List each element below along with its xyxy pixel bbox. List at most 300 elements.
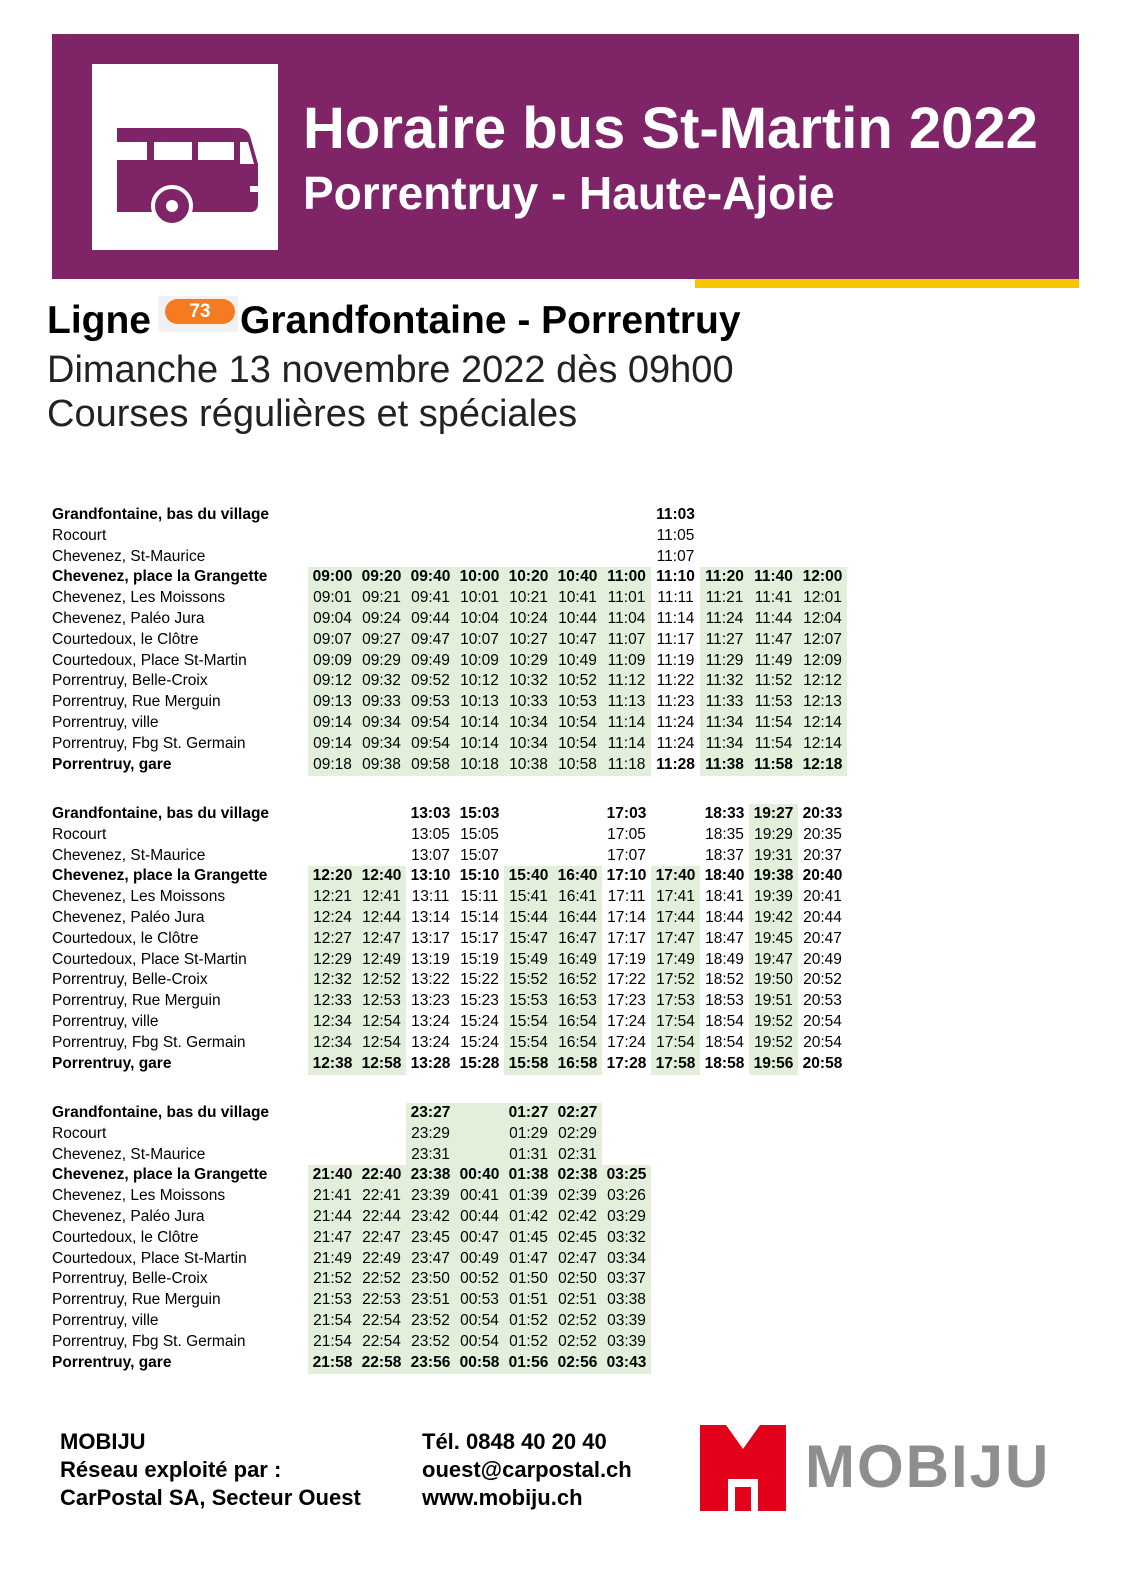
- departure-time: 09:14: [308, 734, 357, 755]
- stop-name: Porrentruy, Belle-Croix: [52, 672, 208, 690]
- departure-time: 15:47: [504, 929, 553, 950]
- departure-time: 10:49: [553, 651, 602, 672]
- departure-time: 11:58: [749, 755, 798, 776]
- timetable-row: [52, 804, 847, 825]
- departure-time: 03:39: [602, 1332, 651, 1353]
- departure-time: 02:52: [553, 1311, 602, 1332]
- timetable-row: [52, 1103, 847, 1124]
- departure-time: 01:38: [504, 1165, 553, 1186]
- departure-time: 11:00: [602, 567, 651, 588]
- departure-time: 17:54: [651, 1012, 700, 1033]
- departure-time: 17:52: [651, 970, 700, 991]
- departure-time: 21:58: [308, 1353, 357, 1374]
- departure-time: 11:24: [700, 609, 749, 630]
- departure-time: 20:47: [803, 929, 842, 947]
- departure-time: 01:47: [504, 1249, 553, 1270]
- departure-time: 16:54: [553, 1012, 602, 1033]
- departure-time: 15:14: [460, 909, 499, 926]
- departure-time: 22:41: [357, 1186, 406, 1207]
- departure-time: 09:18: [308, 755, 357, 776]
- departure-time: 18:58: [704, 1054, 745, 1072]
- mobiju-logo-text: MOBIJU: [805, 1433, 1051, 1500]
- departure-time: 11:41: [749, 588, 798, 609]
- accent-bar: [695, 279, 1079, 288]
- schedule-note: Courses régulières et spéciales: [47, 393, 578, 435]
- timetable-row: [52, 755, 847, 776]
- departure-time: 11:20: [700, 567, 749, 588]
- line-badge: [158, 296, 238, 332]
- departure-time: 19:52: [749, 1033, 798, 1054]
- departure-time: [651, 846, 700, 867]
- departure-time: 09:38: [357, 755, 406, 776]
- departure-time: 00:41: [455, 1186, 504, 1207]
- departure-time: 22:54: [357, 1311, 406, 1332]
- departure-time: 20:53: [803, 992, 842, 1010]
- departure-time: 23:29: [406, 1124, 455, 1145]
- departure-time: 11:19: [656, 651, 695, 669]
- departure-time: 21:54: [308, 1311, 357, 1332]
- departure-time: 00:54: [455, 1332, 504, 1353]
- departure-time: 12:47: [357, 929, 406, 950]
- departure-time: 09:58: [406, 755, 455, 776]
- departure-time: [798, 505, 847, 526]
- departure-time: [553, 547, 602, 568]
- timetable-row: [52, 970, 847, 991]
- departure-time: 10:54: [553, 734, 602, 755]
- departure-time: 10:04: [455, 609, 504, 630]
- departure-time: 15:11: [460, 888, 499, 906]
- departure-time: 10:12: [455, 671, 504, 692]
- stop-name: Courtedoux, le Clôtre: [52, 630, 199, 648]
- departure-time: [357, 1103, 406, 1124]
- stop-name: Courtedoux, Place St-Martin: [52, 651, 247, 669]
- departure-time: 10:14: [455, 713, 504, 734]
- departure-time: 17:07: [607, 846, 646, 864]
- stop-name: Courtedoux, Place St-Martin: [52, 1249, 247, 1267]
- departure-time: 02:47: [553, 1249, 602, 1270]
- stop-name: Courtedoux, le Clôtre: [52, 1228, 199, 1246]
- departure-time: 17:17: [607, 929, 646, 947]
- departure-time: 17:11: [607, 888, 646, 906]
- departure-time: 09:24: [357, 609, 406, 630]
- departure-time: 17:58: [651, 1054, 700, 1075]
- departure-time: 15:05: [460, 825, 499, 843]
- departure-time: 11:49: [749, 651, 798, 672]
- departure-time: 23:42: [406, 1207, 455, 1228]
- stop-name: Porrentruy, Fbg St. Germain: [52, 1033, 246, 1051]
- departure-time: 01:29: [504, 1124, 553, 1145]
- timetable-row: [52, 950, 847, 971]
- departure-time: 12:09: [798, 651, 847, 672]
- departure-time: 21:40: [308, 1165, 357, 1186]
- stop-name: Chevenez, St-Maurice: [52, 547, 206, 565]
- departure-time: 20:49: [803, 950, 842, 968]
- operator-network-label: Réseau exploité par :: [60, 1457, 282, 1482]
- departure-time: 12:00: [798, 567, 847, 588]
- departure-time: 18:41: [705, 888, 744, 906]
- timetable-row: [52, 1207, 847, 1228]
- departure-time: 00:40: [455, 1165, 504, 1186]
- departure-time: 10:07: [455, 630, 504, 651]
- departure-time: 09:32: [357, 671, 406, 692]
- departure-time: 11:47: [749, 630, 798, 651]
- timetable-afternoon: [52, 804, 847, 1075]
- stop-name: Chevenez, Les Moissons: [52, 888, 226, 906]
- departure-time: 10:44: [553, 609, 602, 630]
- departure-time: 09:21: [357, 588, 406, 609]
- departure-time: 15:07: [460, 846, 499, 864]
- departure-time: 18:54: [705, 1013, 744, 1030]
- departure-time: 10:18: [455, 755, 504, 776]
- departure-time: 23:52: [406, 1332, 455, 1353]
- departure-time: 12:52: [357, 970, 406, 991]
- stop-name: Grandfontaine, bas du village: [52, 506, 270, 523]
- departure-time: 03:38: [602, 1290, 651, 1311]
- departure-time: 20:37: [803, 846, 842, 864]
- timetable-row: [52, 1249, 847, 1270]
- departure-time: 10:09: [455, 651, 504, 672]
- stop-name: Chevenez, Les Moissons: [52, 589, 226, 607]
- timetable-row: [52, 734, 847, 755]
- departure-time: 12:38: [308, 1054, 357, 1075]
- departure-time: [357, 526, 406, 547]
- timetable-row: [52, 1353, 847, 1374]
- departure-time: 23:27: [406, 1103, 455, 1124]
- departure-time: 17:05: [607, 825, 646, 843]
- departure-time: 11:29: [700, 651, 749, 672]
- departure-time: [749, 505, 798, 526]
- departure-time: 16:54: [553, 1033, 602, 1054]
- line-route: Grandfontaine - Porrentruy: [240, 299, 741, 342]
- departure-time: 17:44: [651, 908, 700, 929]
- departure-time: [455, 1103, 504, 1124]
- stop-name: Porrentruy, Belle-Croix: [52, 971, 208, 989]
- departure-time: 23:38: [406, 1165, 455, 1186]
- departure-time: 02:27: [553, 1103, 602, 1124]
- departure-time: 12:21: [308, 887, 357, 908]
- stop-name: Chevenez, place la Grangette: [52, 568, 268, 586]
- departure-time: 12:27: [308, 929, 357, 950]
- bus-icon: [92, 64, 278, 250]
- departure-time: 17:24: [607, 1013, 646, 1030]
- departure-time: 02:38: [553, 1165, 602, 1186]
- stop-name: Rocourt: [52, 1124, 107, 1142]
- departure-time: 12:53: [357, 991, 406, 1012]
- departure-time: 11:24: [656, 714, 695, 731]
- departure-time: 09:52: [406, 671, 455, 692]
- stop-name: Porrentruy, ville: [52, 1312, 159, 1329]
- stop-name: Rocourt: [52, 825, 107, 843]
- timetable-row: [52, 547, 847, 568]
- departure-time: 09:41: [406, 588, 455, 609]
- departure-time: [455, 505, 504, 526]
- timetable-row: [52, 609, 847, 630]
- departure-time: 17:41: [651, 887, 700, 908]
- departure-time: 02:31: [553, 1145, 602, 1166]
- departure-time: 15:22: [460, 971, 499, 989]
- departure-time: 17:53: [651, 991, 700, 1012]
- departure-time: 11:11: [657, 589, 694, 607]
- stop-name: Chevenez, Paléo Jura: [52, 610, 205, 627]
- departure-time: 13:28: [410, 1054, 451, 1072]
- departure-time: 11:33: [700, 692, 749, 713]
- departure-time: 19:52: [749, 1012, 798, 1033]
- departure-time: 17:22: [607, 971, 646, 989]
- departure-time: [406, 526, 455, 547]
- departure-time: [308, 825, 357, 846]
- departure-time: 18:52: [705, 971, 744, 989]
- departure-time: 17:28: [606, 1054, 647, 1072]
- departure-time: 09:33: [357, 692, 406, 713]
- departure-time: 02:45: [553, 1228, 602, 1249]
- departure-time: 10:52: [553, 671, 602, 692]
- departure-time: 13:11: [411, 888, 450, 906]
- contact-website: www.mobiju.ch: [422, 1485, 583, 1510]
- departure-time: 11:34: [700, 734, 749, 755]
- departure-time: 01:39: [504, 1186, 553, 1207]
- header-banner: [52, 34, 1079, 279]
- departure-time: [455, 526, 504, 547]
- departure-time: 22:47: [357, 1228, 406, 1249]
- departure-time: 11:22: [656, 672, 695, 690]
- stop-name: Rocourt: [52, 526, 107, 544]
- departure-time: 13:23: [411, 992, 450, 1010]
- departure-time: 03:26: [602, 1186, 651, 1207]
- departure-time: 15:49: [504, 950, 553, 971]
- departure-time: 20:44: [803, 909, 842, 926]
- timetable-row: [52, 671, 847, 692]
- departure-time: 16:47: [553, 929, 602, 950]
- departure-time: 12:01: [798, 588, 847, 609]
- departure-time: 23:51: [406, 1290, 455, 1311]
- departure-time: 09:01: [308, 588, 357, 609]
- stop-name: Porrentruy, Belle-Croix: [52, 1270, 208, 1288]
- stop-name: Porrentruy, Fbg St. Germain: [52, 1332, 246, 1350]
- departure-time: 00:53: [455, 1290, 504, 1311]
- departure-time: 18:54: [705, 1033, 744, 1051]
- departure-time: 18:49: [705, 950, 744, 968]
- departure-time: 12:14: [798, 734, 847, 755]
- departure-time: 17:24: [607, 1033, 646, 1051]
- departure-time: 15:03: [459, 805, 500, 822]
- departure-time: [602, 1145, 651, 1166]
- departure-time: 20:41: [803, 888, 842, 906]
- departure-time: 15:52: [504, 970, 553, 991]
- departure-time: 09:04: [308, 609, 357, 630]
- departure-time: 11:05: [656, 526, 695, 544]
- departure-time: 03:39: [602, 1311, 651, 1332]
- departure-time: [553, 526, 602, 547]
- timetable-row: [52, 1124, 847, 1145]
- departure-time: 10:34: [504, 713, 553, 734]
- stop-name: Porrentruy, Rue Merguin: [52, 693, 221, 711]
- schedule-date: Dimanche 13 novembre 2022 dès 09h00: [47, 349, 734, 391]
- timetable-row: [52, 1311, 847, 1332]
- departure-time: 11:40: [749, 567, 798, 588]
- departure-time: 17:40: [651, 866, 700, 887]
- departure-time: 09:12: [308, 671, 357, 692]
- departure-time: 23:56: [406, 1353, 455, 1374]
- departure-time: [406, 505, 455, 526]
- departure-time: 11:03: [656, 506, 695, 523]
- departure-time: 19:39: [749, 887, 798, 908]
- departure-time: 11:38: [700, 755, 749, 776]
- departure-time: 22:53: [357, 1290, 406, 1311]
- departure-time: 15:23: [460, 992, 499, 1010]
- departure-time: 01:27: [504, 1103, 553, 1124]
- departure-time: [357, 505, 406, 526]
- timetable-night: [52, 1103, 847, 1374]
- departure-time: 17:14: [607, 909, 646, 926]
- timetable-row: [52, 825, 847, 846]
- departure-time: 17:49: [651, 950, 700, 971]
- departure-time: 09:34: [357, 734, 406, 755]
- departure-time: 17:54: [651, 1033, 700, 1054]
- departure-time: 15:24: [460, 1033, 499, 1051]
- departure-time: 18:33: [704, 805, 745, 822]
- departure-time: 01:52: [504, 1311, 553, 1332]
- departure-time: [455, 547, 504, 568]
- departure-time: 02:51: [553, 1290, 602, 1311]
- timetable-row: [52, 1269, 847, 1290]
- departure-time: 20:35: [803, 825, 842, 843]
- timetable-row: [52, 866, 847, 887]
- departure-time: 22:58: [357, 1353, 406, 1374]
- stop-name: Chevenez, place la Grangette: [52, 1166, 268, 1184]
- departure-time: 19:56: [749, 1054, 798, 1075]
- departure-time: 19:51: [749, 991, 798, 1012]
- timetable-row: [52, 588, 847, 609]
- departure-time: [308, 526, 357, 547]
- departure-time: 23:39: [406, 1186, 455, 1207]
- departure-time: 12:07: [798, 630, 847, 651]
- departure-time: 20:58: [802, 1054, 843, 1072]
- departure-time: 09:54: [406, 713, 455, 734]
- departure-time: 09:00: [308, 567, 357, 588]
- departure-time: [308, 547, 357, 568]
- departure-time: 09:13: [308, 692, 357, 713]
- timetable-row: [52, 630, 847, 651]
- departure-time: 10:01: [455, 588, 504, 609]
- departure-time: 11:17: [656, 630, 695, 648]
- departure-time: 12:58: [357, 1054, 406, 1075]
- contact-phone: Tél. 0848 40 20 40: [422, 1429, 607, 1454]
- departure-time: 03:37: [602, 1269, 651, 1290]
- timetable-row: [52, 651, 847, 672]
- departure-time: [504, 804, 553, 825]
- timetable-row: [52, 908, 847, 929]
- departure-time: 12:20: [308, 866, 357, 887]
- departure-time: 10:40: [553, 567, 602, 588]
- departure-time: 15:53: [504, 991, 553, 1012]
- departure-time: 11:09: [602, 651, 651, 672]
- departure-time: 15:24: [460, 1013, 499, 1030]
- stop-name: Grandfontaine, bas du village: [52, 805, 270, 822]
- departure-time: 11:23: [656, 693, 695, 711]
- departure-time: 09:53: [406, 692, 455, 713]
- departure-time: 10:21: [504, 588, 553, 609]
- departure-time: [602, 526, 651, 547]
- departure-time: 09:44: [406, 609, 455, 630]
- stop-name: Porrentruy, Rue Merguin: [52, 992, 221, 1010]
- departure-time: 15:54: [504, 1012, 553, 1033]
- departure-time: 11:14: [602, 713, 651, 734]
- departure-time: 10:00: [455, 567, 504, 588]
- departure-time: 11:13: [602, 692, 651, 713]
- departure-time: 19:47: [749, 950, 798, 971]
- stop-name: Courtedoux, Place St-Martin: [52, 950, 247, 968]
- stop-name: Chevenez, Paléo Jura: [52, 1208, 205, 1225]
- departure-time: 11:34: [700, 713, 749, 734]
- departure-time: 02:50: [553, 1269, 602, 1290]
- departure-time: [798, 547, 847, 568]
- departure-time: 22:52: [357, 1269, 406, 1290]
- timetable-row: [52, 929, 847, 950]
- stop-name: Chevenez, St-Maurice: [52, 1145, 206, 1163]
- departure-time: 17:19: [607, 950, 646, 968]
- timetable-row: [52, 1186, 847, 1207]
- departure-time: [749, 547, 798, 568]
- departure-time: 09:07: [308, 630, 357, 651]
- departure-time: 16:52: [553, 970, 602, 991]
- departure-time: 12:54: [357, 1033, 406, 1054]
- departure-time: 12:29: [308, 950, 357, 971]
- departure-time: 15:10: [459, 867, 500, 885]
- stop-name: Porrentruy, gare: [52, 755, 172, 773]
- departure-time: 22:44: [357, 1207, 406, 1228]
- departure-time: 12:54: [357, 1012, 406, 1033]
- departure-time: 15:44: [504, 908, 553, 929]
- departure-time: 21:41: [308, 1186, 357, 1207]
- departure-time: 20:54: [803, 1013, 842, 1030]
- departure-time: 02:29: [553, 1124, 602, 1145]
- timetable-morning: [52, 505, 847, 776]
- departure-time: 23:45: [406, 1228, 455, 1249]
- stop-name: Chevenez, St-Maurice: [52, 846, 206, 864]
- departure-time: [553, 825, 602, 846]
- departure-time: [406, 547, 455, 568]
- departure-time: 16:58: [553, 1054, 602, 1075]
- departure-time: [308, 1145, 357, 1166]
- departure-time: 13:10: [410, 867, 451, 885]
- stop-name: Chevenez, Les Moissons: [52, 1187, 226, 1205]
- departure-time: 01:42: [504, 1207, 553, 1228]
- departure-time: 22:40: [357, 1165, 406, 1186]
- departure-time: 11:24: [656, 734, 695, 752]
- mobiju-m-icon: [700, 1425, 786, 1511]
- departure-time: [357, 804, 406, 825]
- departure-time: 19:31: [749, 846, 798, 867]
- departure-time: 11:07: [602, 630, 651, 651]
- departure-time: 12:33: [308, 991, 357, 1012]
- departure-time: 01:56: [504, 1353, 553, 1374]
- departure-time: [455, 1124, 504, 1145]
- departure-time: [504, 547, 553, 568]
- departure-time: [357, 825, 406, 846]
- departure-time: 20:54: [803, 1033, 842, 1051]
- departure-time: 12:24: [308, 908, 357, 929]
- footer-contact: [422, 1428, 632, 1512]
- departure-time: 02:52: [553, 1332, 602, 1353]
- departure-time: 11:28: [656, 755, 695, 773]
- departure-time: 03:34: [602, 1249, 651, 1270]
- departure-time: 12:12: [798, 671, 847, 692]
- stop-name: Chevenez, Paléo Jura: [52, 909, 205, 926]
- timetable-row: [52, 1033, 847, 1054]
- departure-time: 12:40: [357, 866, 406, 887]
- departure-time: 09:40: [406, 567, 455, 588]
- departure-time: 13:05: [411, 825, 450, 843]
